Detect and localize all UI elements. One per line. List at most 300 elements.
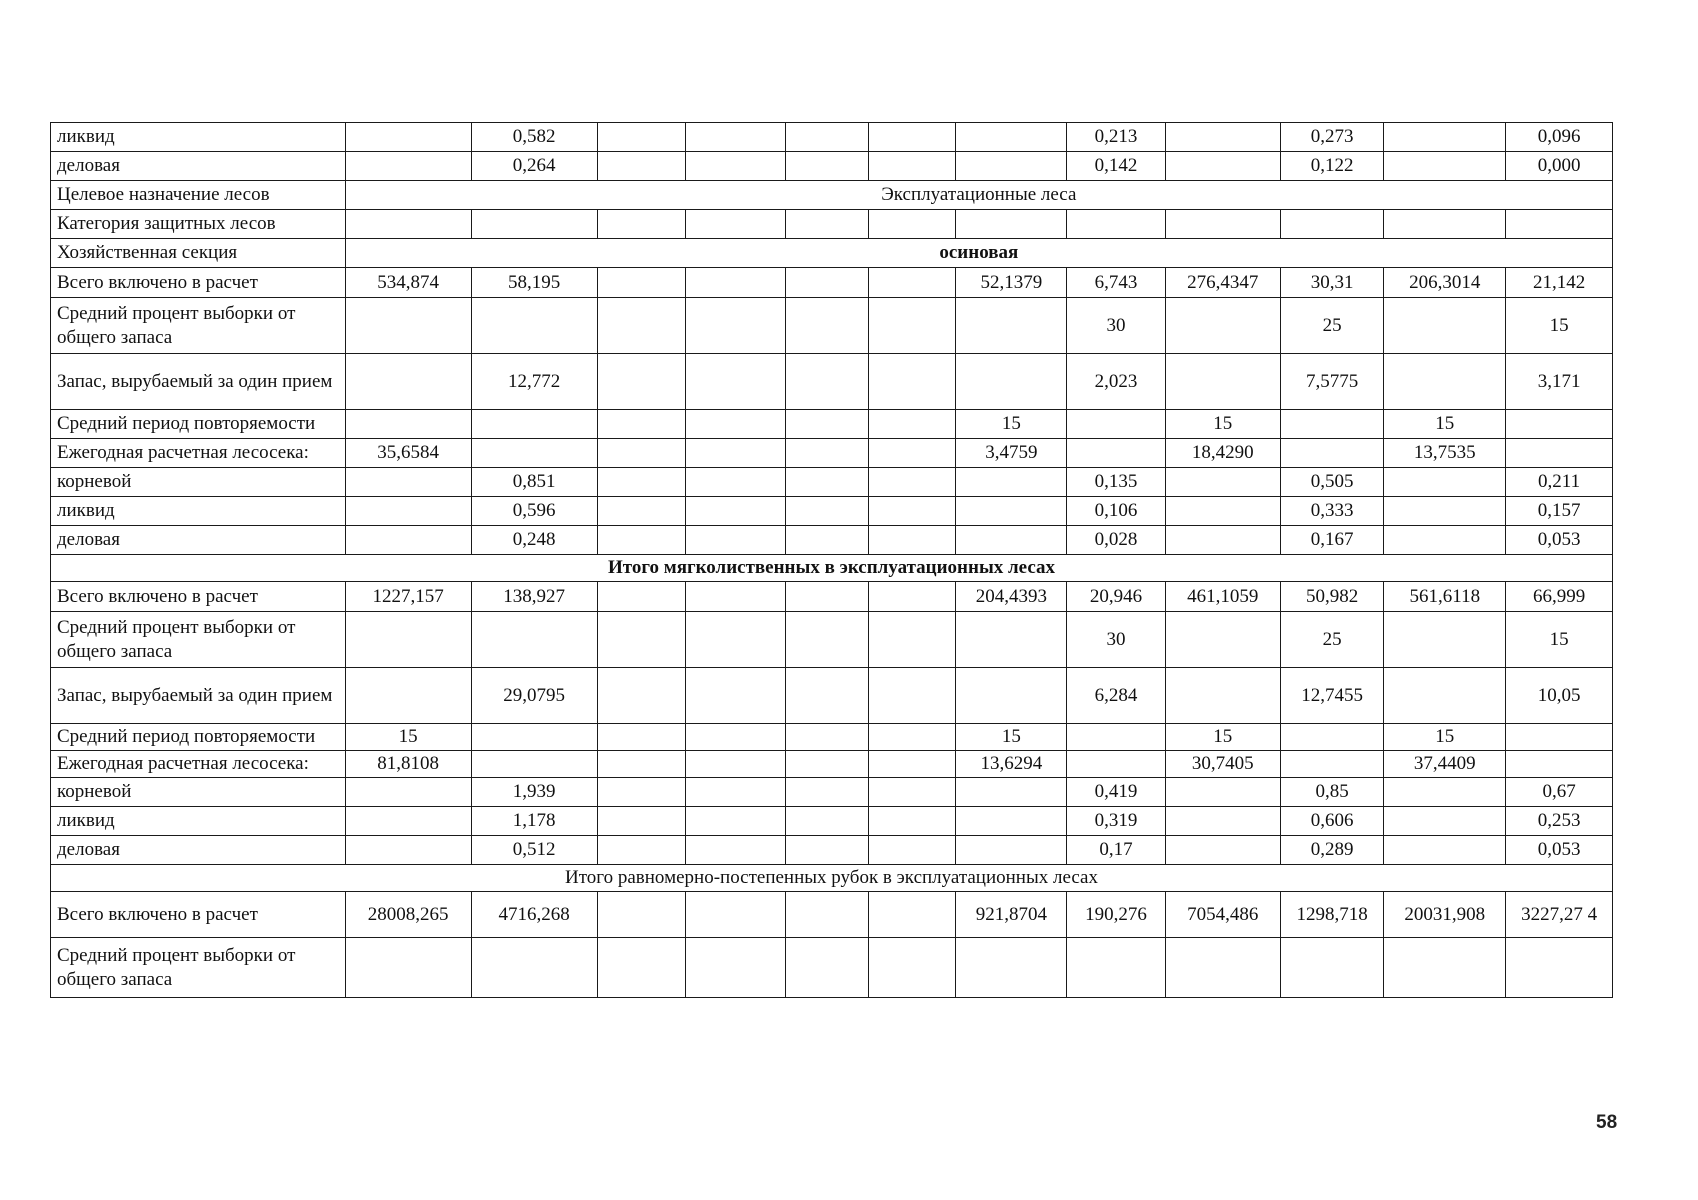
table-cell: 3,171	[1506, 354, 1613, 410]
table-row	[51, 123, 1613, 152]
table-cell	[686, 210, 785, 239]
table-cell	[956, 668, 1067, 724]
table-cell	[345, 778, 471, 807]
table-row	[51, 526, 1613, 555]
table-cell: 15	[956, 410, 1067, 439]
row-label: Всего включено в расчет	[51, 582, 346, 612]
table-row	[51, 865, 1613, 892]
table-cell	[785, 354, 868, 410]
table-cell	[956, 468, 1067, 497]
table-cell: 0,505	[1280, 468, 1384, 497]
table-cell: 0,419	[1067, 778, 1165, 807]
table-cell	[1165, 807, 1280, 836]
table-cell: 561,6118	[1384, 582, 1506, 612]
table-row	[51, 724, 1613, 751]
table-cell: 15	[956, 724, 1067, 751]
table-cell: 10,05	[1506, 668, 1613, 724]
table-cell: 15	[1384, 410, 1506, 439]
table-cell: 20031,908	[1384, 892, 1506, 938]
table-row	[51, 582, 1613, 612]
row-label: Хозяйственная секция	[51, 239, 346, 268]
table-cell	[956, 612, 1067, 668]
table-cell	[345, 938, 471, 998]
table-cell	[686, 724, 785, 751]
table-cell	[868, 778, 956, 807]
table-cell	[686, 938, 785, 998]
table-cell	[868, 123, 956, 152]
table-cell	[686, 354, 785, 410]
table-cell: 0,512	[471, 836, 597, 865]
table-cell	[785, 268, 868, 298]
table-cell	[785, 668, 868, 724]
table-cell: 12,7455	[1280, 668, 1384, 724]
table-cell: 0,211	[1506, 468, 1613, 497]
row-label: Средний период повторяемости	[51, 410, 346, 439]
table-cell: 0,053	[1506, 526, 1613, 555]
table-cell	[686, 892, 785, 938]
table-cell	[785, 410, 868, 439]
table-cell: 30,7405	[1165, 751, 1280, 778]
table-cell	[597, 152, 686, 181]
table-cell	[868, 751, 956, 778]
table-cell	[956, 123, 1067, 152]
table-cell	[785, 526, 868, 555]
table-cell: 18,4290	[1165, 439, 1280, 468]
table-cell: 206,3014	[1384, 268, 1506, 298]
table-cell	[345, 410, 471, 439]
table-cell	[345, 668, 471, 724]
table-cell	[686, 836, 785, 865]
table-row	[51, 410, 1613, 439]
row-label: деловая	[51, 526, 346, 555]
table-cell: 0,000	[1506, 152, 1613, 181]
table-cell	[785, 152, 868, 181]
table-cell	[785, 468, 868, 497]
table-row	[51, 807, 1613, 836]
table-cell	[597, 497, 686, 526]
table-row	[51, 612, 1613, 668]
table-cell	[785, 807, 868, 836]
row-label: корневой	[51, 468, 346, 497]
table-cell	[868, 582, 956, 612]
table-cell: 7054,486	[1165, 892, 1280, 938]
table-cell	[471, 439, 597, 468]
table-cell	[1506, 439, 1613, 468]
table-row	[51, 354, 1613, 410]
table-cell: 0,167	[1280, 526, 1384, 555]
table-cell: 58,195	[471, 268, 597, 298]
table-cell	[1384, 526, 1506, 555]
table-cell	[1067, 410, 1165, 439]
table-cell	[686, 497, 785, 526]
table-cell	[597, 668, 686, 724]
table-cell	[597, 724, 686, 751]
table-cell: 30	[1067, 298, 1165, 354]
table-cell	[1384, 668, 1506, 724]
table-row	[51, 268, 1613, 298]
table-row	[51, 468, 1613, 497]
table-cell	[1384, 612, 1506, 668]
table-cell: 0,142	[1067, 152, 1165, 181]
table-cell	[1165, 526, 1280, 555]
table-cell	[1384, 778, 1506, 807]
table-cell	[1165, 123, 1280, 152]
table-cell	[785, 298, 868, 354]
row-label: ликвид	[51, 123, 346, 152]
table-cell	[597, 836, 686, 865]
table-cell	[686, 468, 785, 497]
table-cell	[597, 268, 686, 298]
table-cell	[597, 354, 686, 410]
row-label: ликвид	[51, 807, 346, 836]
table-cell	[1067, 210, 1165, 239]
table-cell	[686, 526, 785, 555]
table-cell	[686, 807, 785, 836]
table-row	[51, 439, 1613, 468]
table-cell	[1280, 724, 1384, 751]
row-label: Запас, вырубаемый за один прием	[51, 354, 346, 410]
table-cell: 0,264	[471, 152, 597, 181]
table-cell	[597, 210, 686, 239]
table-cell	[956, 354, 1067, 410]
table-cell	[1067, 724, 1165, 751]
row-label: деловая	[51, 836, 346, 865]
table-cell	[868, 497, 956, 526]
table-cell: 25	[1280, 612, 1384, 668]
table-cell	[1165, 298, 1280, 354]
section-heading: Итого мягколиственных в эксплуатационных лесах	[51, 555, 1613, 582]
table-cell: 0,17	[1067, 836, 1165, 865]
table-cell: 1,178	[471, 807, 597, 836]
row-label: Категория защитных лесов	[51, 210, 346, 239]
table-cell	[597, 526, 686, 555]
table-cell	[1384, 298, 1506, 354]
table-cell	[471, 612, 597, 668]
table-cell	[686, 668, 785, 724]
table-cell	[686, 410, 785, 439]
table-cell	[1165, 938, 1280, 998]
table-cell	[345, 354, 471, 410]
table-cell	[1280, 410, 1384, 439]
table-cell: 204,4393	[956, 582, 1067, 612]
table-cell	[1067, 439, 1165, 468]
table-cell: 15	[1165, 724, 1280, 751]
table-cell	[1067, 751, 1165, 778]
table-cell: 15	[1506, 612, 1613, 668]
table-cell: 0,028	[1067, 526, 1165, 555]
table-cell	[1384, 807, 1506, 836]
table-cell	[471, 410, 597, 439]
table-cell: 1298,718	[1280, 892, 1384, 938]
table-cell: 1,939	[471, 778, 597, 807]
table-cell	[345, 526, 471, 555]
table-cell: 190,276	[1067, 892, 1165, 938]
table-cell: 0,053	[1506, 836, 1613, 865]
row-label: Средний процент выборки от общего запаса	[51, 938, 346, 998]
table-cell	[785, 751, 868, 778]
table-cell: 30	[1067, 612, 1165, 668]
table-cell: 0,319	[1067, 807, 1165, 836]
table-cell	[345, 152, 471, 181]
page-number: 58	[1596, 1112, 1618, 1133]
table-cell: 0,85	[1280, 778, 1384, 807]
table-cell: 7,5775	[1280, 354, 1384, 410]
table-cell	[1506, 938, 1613, 998]
row-label: корневой	[51, 778, 346, 807]
table-cell: 0,096	[1506, 123, 1613, 152]
row-label: Всего включено в расчет	[51, 268, 346, 298]
table-cell	[471, 751, 597, 778]
table-cell	[1384, 123, 1506, 152]
table-cell	[1280, 210, 1384, 239]
table-cell	[868, 938, 956, 998]
table-cell: 0,106	[1067, 497, 1165, 526]
table-cell	[785, 439, 868, 468]
table-cell	[1165, 778, 1280, 807]
table-cell: 276,4347	[1165, 268, 1280, 298]
table-cell	[868, 526, 956, 555]
table-cell: 2,023	[1067, 354, 1165, 410]
forest-calculation-table	[50, 122, 1613, 998]
row-label: Целевое назначение лесов	[51, 181, 346, 210]
table-cell: 0,253	[1506, 807, 1613, 836]
table-cell	[686, 439, 785, 468]
table-cell: 6,284	[1067, 668, 1165, 724]
table-cell	[868, 468, 956, 497]
table-cell	[345, 468, 471, 497]
table-row	[51, 668, 1613, 724]
table-cell: 15	[345, 724, 471, 751]
table-cell: 0,273	[1280, 123, 1384, 152]
table-cell: 28008,265	[345, 892, 471, 938]
table-cell	[956, 298, 1067, 354]
row-label: Ежегодная расчетная лесосека:	[51, 439, 346, 468]
table-cell	[1506, 210, 1613, 239]
table-cell	[956, 152, 1067, 181]
table-cell	[345, 298, 471, 354]
table-cell	[597, 892, 686, 938]
table-cell: 0,333	[1280, 497, 1384, 526]
table-cell: 81,8108	[345, 751, 471, 778]
table-cell: 921,8704	[956, 892, 1067, 938]
row-label: Ежегодная расчетная лесосека:	[51, 751, 346, 778]
table-cell	[868, 410, 956, 439]
table-cell: 3227,27 4	[1506, 892, 1613, 938]
table-cell	[345, 807, 471, 836]
table-cell: 52,1379	[956, 268, 1067, 298]
table-cell: 0,122	[1280, 152, 1384, 181]
table-row	[51, 152, 1613, 181]
table-cell	[785, 938, 868, 998]
table-cell	[1384, 152, 1506, 181]
table-cell	[471, 210, 597, 239]
table-cell: 37,4409	[1384, 751, 1506, 778]
table-cell	[1165, 836, 1280, 865]
table-cell	[1165, 497, 1280, 526]
span-value: Эксплуатационные леса	[345, 181, 1612, 210]
table-cell	[597, 938, 686, 998]
table-cell	[868, 836, 956, 865]
table-cell	[785, 612, 868, 668]
table-cell	[597, 410, 686, 439]
table-cell	[785, 892, 868, 938]
table-cell	[956, 210, 1067, 239]
table-cell: 0,851	[471, 468, 597, 497]
table-cell	[785, 836, 868, 865]
table-cell	[471, 938, 597, 998]
table-cell	[956, 497, 1067, 526]
row-label: Средний процент выборки от общего запаса	[51, 612, 346, 668]
table-cell	[1165, 468, 1280, 497]
table-row	[51, 239, 1613, 268]
table-cell	[686, 268, 785, 298]
table-cell	[868, 612, 956, 668]
table-cell: 0,213	[1067, 123, 1165, 152]
table-body	[51, 123, 1613, 998]
table-cell: 50,982	[1280, 582, 1384, 612]
table-cell	[956, 526, 1067, 555]
table-cell: 12,772	[471, 354, 597, 410]
table-cell	[597, 123, 686, 152]
table-cell	[686, 298, 785, 354]
table-cell	[345, 210, 471, 239]
table-cell	[956, 938, 1067, 998]
table-cell: 15	[1384, 724, 1506, 751]
table-cell	[785, 497, 868, 526]
table-cell	[868, 354, 956, 410]
table-cell: 0,157	[1506, 497, 1613, 526]
row-label: Запас, вырубаемый за один прием	[51, 668, 346, 724]
table-row	[51, 892, 1613, 938]
table-cell	[686, 582, 785, 612]
table-cell	[785, 778, 868, 807]
table-cell	[1280, 938, 1384, 998]
table-cell	[1506, 751, 1613, 778]
table-cell	[1384, 354, 1506, 410]
table-cell: 0,289	[1280, 836, 1384, 865]
table-cell: 35,6584	[345, 439, 471, 468]
table-cell: 30,31	[1280, 268, 1384, 298]
table-cell	[597, 582, 686, 612]
table-cell	[1165, 354, 1280, 410]
table-cell	[686, 751, 785, 778]
table-cell: 13,7535	[1384, 439, 1506, 468]
table-cell	[597, 298, 686, 354]
table-row	[51, 298, 1613, 354]
table-cell	[1384, 938, 1506, 998]
table-cell	[345, 836, 471, 865]
table-cell: 0,596	[471, 497, 597, 526]
table-cell	[1384, 210, 1506, 239]
table-row	[51, 938, 1613, 998]
table-cell: 15	[1506, 298, 1613, 354]
table-cell	[868, 298, 956, 354]
table-cell: 21,142	[1506, 268, 1613, 298]
table-cell	[868, 892, 956, 938]
table-cell: 461,1059	[1165, 582, 1280, 612]
table-cell	[956, 778, 1067, 807]
table-cell	[471, 298, 597, 354]
table-cell	[868, 152, 956, 181]
table-cell	[868, 668, 956, 724]
table-cell: 15	[1165, 410, 1280, 439]
table-cell	[868, 807, 956, 836]
table-cell	[785, 724, 868, 751]
table-cell	[868, 268, 956, 298]
table-cell	[1280, 751, 1384, 778]
table-cell: 66,999	[1506, 582, 1613, 612]
table-cell	[686, 778, 785, 807]
table-cell: 13,6294	[956, 751, 1067, 778]
table-cell: 1227,157	[345, 582, 471, 612]
table-cell	[345, 612, 471, 668]
table-cell	[597, 807, 686, 836]
table-cell	[868, 724, 956, 751]
section-heading: Итого равномерно-постепенных рубок в эксплуатационных лесах	[51, 865, 1613, 892]
row-label: деловая	[51, 152, 346, 181]
table-cell	[1506, 410, 1613, 439]
table-cell: 0,135	[1067, 468, 1165, 497]
table-cell	[686, 152, 785, 181]
table-cell	[868, 210, 956, 239]
table-row	[51, 210, 1613, 239]
table-cell	[1384, 468, 1506, 497]
table-cell	[1280, 439, 1384, 468]
table-cell	[868, 439, 956, 468]
table-cell	[686, 123, 785, 152]
table-cell: 20,946	[1067, 582, 1165, 612]
table-cell	[686, 612, 785, 668]
table-cell: 4716,268	[471, 892, 597, 938]
table-cell	[1384, 497, 1506, 526]
table-cell	[1506, 724, 1613, 751]
table-cell: 0,582	[471, 123, 597, 152]
table-cell: 6,743	[1067, 268, 1165, 298]
table-cell	[597, 468, 686, 497]
table-cell: 0,248	[471, 526, 597, 555]
table-cell	[345, 123, 471, 152]
table-cell: 138,927	[471, 582, 597, 612]
table-cell	[1165, 668, 1280, 724]
table-cell	[956, 836, 1067, 865]
table-cell	[785, 582, 868, 612]
table-cell	[1165, 612, 1280, 668]
table-row	[51, 181, 1613, 210]
table-cell	[1384, 836, 1506, 865]
span-value: осиновая	[345, 239, 1612, 268]
table-cell	[785, 210, 868, 239]
table-cell: 0,606	[1280, 807, 1384, 836]
table-row	[51, 555, 1613, 582]
row-label: Средний процент выборки от общего запаса	[51, 298, 346, 354]
table-row	[51, 751, 1613, 778]
table-cell	[1165, 210, 1280, 239]
table-cell	[956, 807, 1067, 836]
table-cell	[345, 497, 471, 526]
table-cell: 3,4759	[956, 439, 1067, 468]
table-cell	[471, 724, 597, 751]
table-row	[51, 497, 1613, 526]
table-cell: 0,67	[1506, 778, 1613, 807]
table-cell	[597, 751, 686, 778]
row-label: Всего включено в расчет	[51, 892, 346, 938]
table-cell: 29,0795	[471, 668, 597, 724]
table-cell	[1067, 938, 1165, 998]
row-label: ликвид	[51, 497, 346, 526]
row-label: Средний период повторяемости	[51, 724, 346, 751]
table-cell: 534,874	[345, 268, 471, 298]
table-cell	[597, 439, 686, 468]
